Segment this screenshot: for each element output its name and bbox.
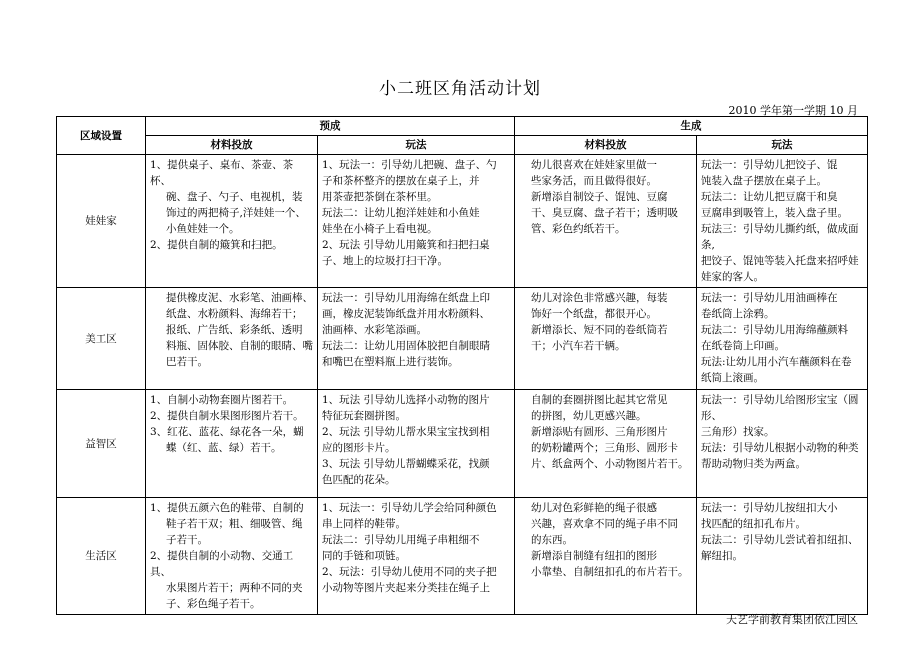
cell-text-line: 1、提供桌子、桌布、茶壶、茶杯、 — [150, 159, 294, 187]
cell-text-line: 玩法二：让幼儿抱洋娃娃和小鱼娃 — [322, 207, 480, 219]
semester-label: 2010 学年第一学期 10 月 — [728, 104, 858, 117]
cell-text-line: 2、玩法：引导幼儿使用不同的夹子把 — [322, 566, 497, 578]
cell-text-line: 卷纸筒上涂鸦。 — [701, 308, 775, 320]
header-area: 区域设置 — [57, 117, 146, 155]
cell-text-line: 三角形）找家。 — [701, 426, 775, 438]
cell-text-line: 1、玩法一：引导幼儿学会给同种颜色 — [322, 502, 497, 514]
cell-text-line: 的奶粉罐两个；三角形、圆形卡 — [531, 442, 678, 454]
cell-text-line: 玩法:让幼儿用小汽车蘸颜料在卷 — [701, 356, 852, 368]
cell-text-line: 水果图片若干；两种不同的夹 — [166, 582, 303, 594]
preset-play-cell — [318, 390, 515, 498]
cell-text-line: 小鱼娃娃一个。 — [166, 223, 240, 235]
preset-materials-cell — [146, 155, 318, 288]
cell-text-line: 同的手链和项链。 — [322, 550, 406, 562]
cell-text-line: 在纸卷筒上印画。 — [701, 340, 785, 352]
cell-text-line: 画，橡皮泥装饰纸盘并用水粉颜料、 — [322, 308, 490, 320]
cell-text-line: 幼儿对色彩鲜艳的绳子很感 — [531, 502, 657, 514]
cell-text-line: 2、提供自制水果图形图片若干。 — [150, 410, 304, 422]
header-preset: 预成 — [146, 117, 515, 136]
cell-text-line: 饨装入盘子摆放在桌子上。 — [701, 175, 827, 187]
cell-text-line: 玩法三：引导幼儿撕约纸，做成面条, — [701, 223, 859, 251]
footer-organization: 天艺学前教育集团依江园区 — [726, 613, 858, 626]
cell-text-line: 1、提供五颜六色的鞋带、自制的 — [150, 502, 304, 514]
cell-text-line: 1、玩法 引导幼儿选择小动物的图片 — [322, 394, 490, 406]
cell-text-line: 把饺子、馄饨等装入托盘来招呼娃 — [701, 255, 859, 267]
cell-text-line: 蝶（红、蓝、绿）若干。 — [166, 442, 282, 454]
cell-text-line: 子、彩色绳子若干。 — [166, 598, 261, 610]
cell-text-line: 片、纸盒两个、小动物图片若干。 — [531, 458, 689, 470]
preset-play-cell — [318, 288, 515, 390]
cell-text-line: 幼儿对涂色非常感兴趣，每装 — [531, 292, 668, 304]
cell-text-line: 饰好一个纸盘，都很开心。 — [531, 308, 657, 320]
cell-text-line: 娃家的客人。 — [701, 271, 764, 283]
preset-materials-cell — [146, 498, 318, 615]
cell-text-line: 玩法一：引导幼儿用油画棒在 — [701, 292, 838, 304]
cell-text-line: 3、玩法 引导幼儿帮蝴蝶采花，找颜 — [322, 458, 490, 470]
cell-text-line: 玩法二：让幼儿用固体胶把自制眼睛 — [322, 340, 490, 352]
cell-text-line: 3、红花、蓝花、绿花各一朵，蝴 — [150, 426, 304, 438]
cell-text-line: 报纸、广告纸、彩条纸、透明 — [166, 324, 303, 336]
cell-text-line: 玩法一：引导幼儿给图形宝宝（圆形、 — [701, 394, 859, 422]
preset-materials-cell — [146, 288, 318, 390]
cell-text-line: 用茶壶把茶倒在茶杯里。 — [322, 191, 438, 203]
cell-text-line: 色匹配的花朵。 — [322, 474, 396, 486]
cell-text-line: 碗、盘子、勺子、电视机，装 — [166, 191, 303, 203]
table-row — [57, 155, 868, 288]
cell-text-line: 的东西。 — [531, 534, 573, 546]
header-generated-play: 玩法 — [697, 136, 868, 155]
cell-text-line: 玩法二：让幼儿把豆腐干和臭 — [701, 191, 838, 203]
cell-text-line: 1、自制小动物套圈片图若干。 — [150, 394, 294, 406]
cell-text-line: 小动物等图片夹起来分类挂在绳子上 — [322, 582, 490, 594]
cell-text-line: 和嘴巴在塑料瓶上进行装饰。 — [322, 356, 459, 368]
area-name-cell: 美工区 — [57, 288, 146, 390]
cell-text-line: 玩法二：引导幼儿尝试着扣纽扣、 — [701, 534, 859, 546]
cell-text-line: 特征玩套圈拼图。 — [322, 410, 406, 422]
cell-text-line: 兴趣，喜欢拿不同的绳子串不同 — [531, 518, 678, 530]
table-row — [57, 390, 868, 498]
generated-materials-cell — [515, 288, 697, 390]
cell-text-line: 鞋子若干双；粗、细吸管、绳 — [166, 518, 303, 530]
generated-play-cell — [697, 288, 868, 390]
cell-text-line: 玩法一：引导幼儿按纽扣大小 — [701, 502, 838, 514]
cell-text-line: 帮助动物归类为两盒。 — [701, 458, 806, 470]
cell-text-line: 幼儿很喜欢在娃娃家里做一 — [531, 159, 657, 171]
cell-text-line: 子、地上的垃圾打扫干净。 — [322, 255, 448, 267]
cell-text-line: 小靠垫、自制纽扣孔的布片若干。 — [531, 566, 689, 578]
cell-text-line: 干；小汽车若干辆。 — [531, 340, 626, 352]
preset-play-cell — [318, 155, 515, 288]
cell-text-line: 豆腐串到吸管上，装入盘子里。 — [701, 207, 848, 219]
header-preset-play: 玩法 — [318, 136, 515, 155]
cell-text-line: 1、玩法一：引导幼儿把碗、盘子、勺 — [322, 159, 497, 171]
cell-text-line: 2、提供自制的小动物、交通工具、 — [150, 550, 294, 578]
generated-materials-cell — [515, 155, 697, 288]
cell-text-line: 的拼图，幼儿更感兴趣。 — [531, 410, 647, 422]
cell-text-line: 新增添长、短不同的卷纸筒若 — [531, 324, 668, 336]
cell-text-line: 2、玩法 引导幼儿用簸箕和扫把扫桌 — [322, 239, 490, 251]
cell-text-line: 子和茶杯整齐的摆放在桌子上，并 — [322, 175, 480, 187]
cell-text-line: 找匹配的纽扣孔布片。 — [701, 518, 806, 530]
cell-text-line: 娃坐在小椅子上看电视。 — [322, 223, 438, 235]
cell-text-line: 玩法：引导幼儿根据小动物的种类 — [701, 442, 859, 454]
generated-play-cell — [697, 155, 868, 288]
generated-play-cell — [697, 390, 868, 498]
header-generated: 生成 — [515, 117, 868, 136]
cell-text-line: 玩法二：引导幼儿用海绵蘸颜料 — [701, 324, 848, 336]
cell-text-line: 纸盘、水粉颜料、海绵若干； — [166, 308, 303, 320]
cell-text-line: 巴若干。 — [166, 356, 208, 368]
activity-plan-table — [56, 116, 868, 615]
preset-materials-cell — [146, 390, 318, 498]
table-row — [57, 288, 868, 390]
generated-play-cell — [697, 498, 868, 615]
cell-text-line: 管、彩色约纸若干。 — [531, 223, 626, 235]
cell-text-line: 料瓶、固体胶、自制的眼睛、嘴 — [166, 340, 313, 352]
preset-play-cell — [318, 498, 515, 615]
generated-materials-cell — [515, 390, 697, 498]
cell-text-line: 2、提供自制的簸箕和扫把。 — [150, 239, 283, 251]
cell-text-line: 饰过的两把椅子,洋娃娃一个、 — [166, 207, 306, 219]
cell-text-line: 解纽扣。 — [701, 550, 743, 562]
cell-text-line: 玩法一：引导幼儿把饺子、馄 — [701, 159, 838, 171]
cell-text-line: 新增添自制饺子、馄饨、豆腐 — [531, 191, 668, 203]
header-preset-materials: 材料投放 — [146, 136, 318, 155]
cell-text-line: 子若干。 — [166, 534, 208, 546]
cell-text-line: 自制的套圈拼图比起其它常见 — [531, 394, 668, 406]
cell-text-line: 干、臭豆腐、盘子若干；透明吸 — [531, 207, 678, 219]
cell-text-line: 新增添贴有圆形、三角形图片 — [531, 426, 668, 438]
cell-text-line: 串上同样的鞋带。 — [322, 518, 406, 530]
cell-text-line: 纸筒上滚画。 — [701, 372, 764, 384]
cell-text-line: 油画棒、水彩笔添画。 — [322, 324, 427, 336]
area-name-cell: 益智区 — [57, 390, 146, 498]
generated-materials-cell — [515, 498, 697, 615]
cell-text-line: 玩法二：引导幼儿用绳子串粗细不 — [322, 534, 480, 546]
area-name-cell: 生活区 — [57, 498, 146, 615]
cell-text-line: 2、玩法 引导幼儿帮水果宝宝找到相 — [322, 426, 490, 438]
cell-text-line: 些家务活，而且做得很好。 — [531, 175, 657, 187]
cell-text-line: 玩法一：引导幼儿用海绵在纸盘上印 — [322, 292, 490, 304]
cell-text-line: 提供橡皮泥、水彩笔、油画棒、 — [166, 292, 313, 304]
cell-text-line: 应的图形卡片。 — [322, 442, 396, 454]
table-row — [57, 498, 868, 615]
cell-text-line: 新增添自制缝有纽扣的图形 — [531, 550, 657, 562]
area-name-cell: 娃娃家 — [57, 155, 146, 288]
page-title: 小二班区角活动计划 — [379, 79, 541, 99]
header-generated-materials: 材料投放 — [515, 136, 697, 155]
